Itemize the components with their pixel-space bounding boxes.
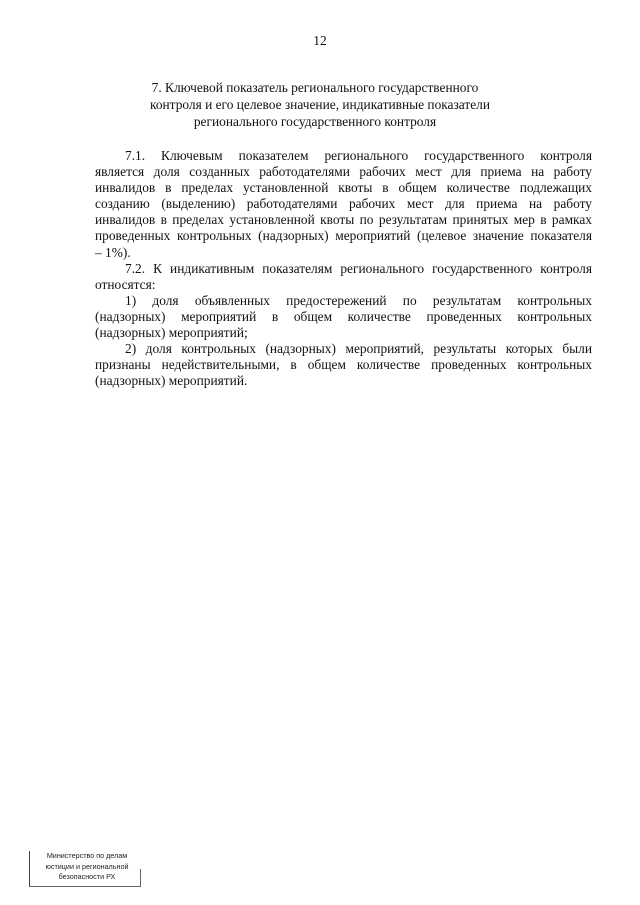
page-number: 12 bbox=[313, 33, 327, 48]
text-line: проведенных контрольных (надзорных) мероприятий (целевое значение показателя bbox=[95, 228, 592, 244]
document-body bbox=[95, 148, 592, 389]
text-line: является доля созданных работодателями рабочих мест для приема на работу bbox=[95, 164, 592, 180]
paragraph-7-1 bbox=[95, 148, 592, 261]
text-line: инвалидов в пределах установленной квоты в общем количестве подлежащих bbox=[95, 180, 592, 196]
text-line: 7.1. Ключевым показателем регионального государственного контроля bbox=[125, 148, 592, 163]
heading-line-2: контроля и его целевое значение, индикативные показатели bbox=[150, 97, 491, 112]
text-line: инвалидов в пределах установленной квоты по результатам принятых мер в рамках bbox=[95, 212, 592, 228]
stamp-line-3: безопасности РХ bbox=[58, 872, 116, 882]
text-line: – 1%). bbox=[95, 244, 131, 260]
stamp-border bbox=[140, 869, 141, 887]
stamp-line-2: юстиции и региональной bbox=[45, 861, 129, 871]
stamp-line-1: Министерство по делам bbox=[46, 851, 128, 860]
section-heading bbox=[150, 79, 491, 130]
list-item-1 bbox=[95, 293, 592, 341]
text-line: 1) доля объявленных предостережений по результатам контрольных bbox=[125, 292, 592, 308]
list-item-2 bbox=[95, 341, 592, 389]
text-line: признаны недействительными, в общем количестве проведенных контрольных bbox=[95, 357, 592, 373]
text-line: созданию (выделению) работодателями рабочих мест для приема на работу bbox=[95, 196, 592, 212]
text-line: (надзорных) мероприятий; bbox=[95, 325, 248, 341]
text-line: 2) доля контрольных (надзорных) мероприятий, результаты которых были bbox=[125, 341, 592, 357]
heading-line-3: регионального государственного контроля bbox=[193, 114, 437, 129]
stamp-border bbox=[29, 851, 30, 887]
heading-line-1: 7. Ключевой показатель регионального государственного bbox=[151, 80, 479, 95]
text-line: относятся: bbox=[95, 276, 156, 292]
text-line: 7.2. К индикативным показателям регионального государственного контроля bbox=[125, 260, 592, 276]
stamp-border bbox=[29, 886, 141, 887]
ministry-stamp bbox=[29, 849, 141, 887]
text-line: (надзорных) мероприятий в общем количестве проведенных контрольных bbox=[95, 308, 592, 324]
text-line: (надзорных) мероприятий. bbox=[95, 373, 248, 389]
paragraph-7-2 bbox=[95, 261, 592, 293]
